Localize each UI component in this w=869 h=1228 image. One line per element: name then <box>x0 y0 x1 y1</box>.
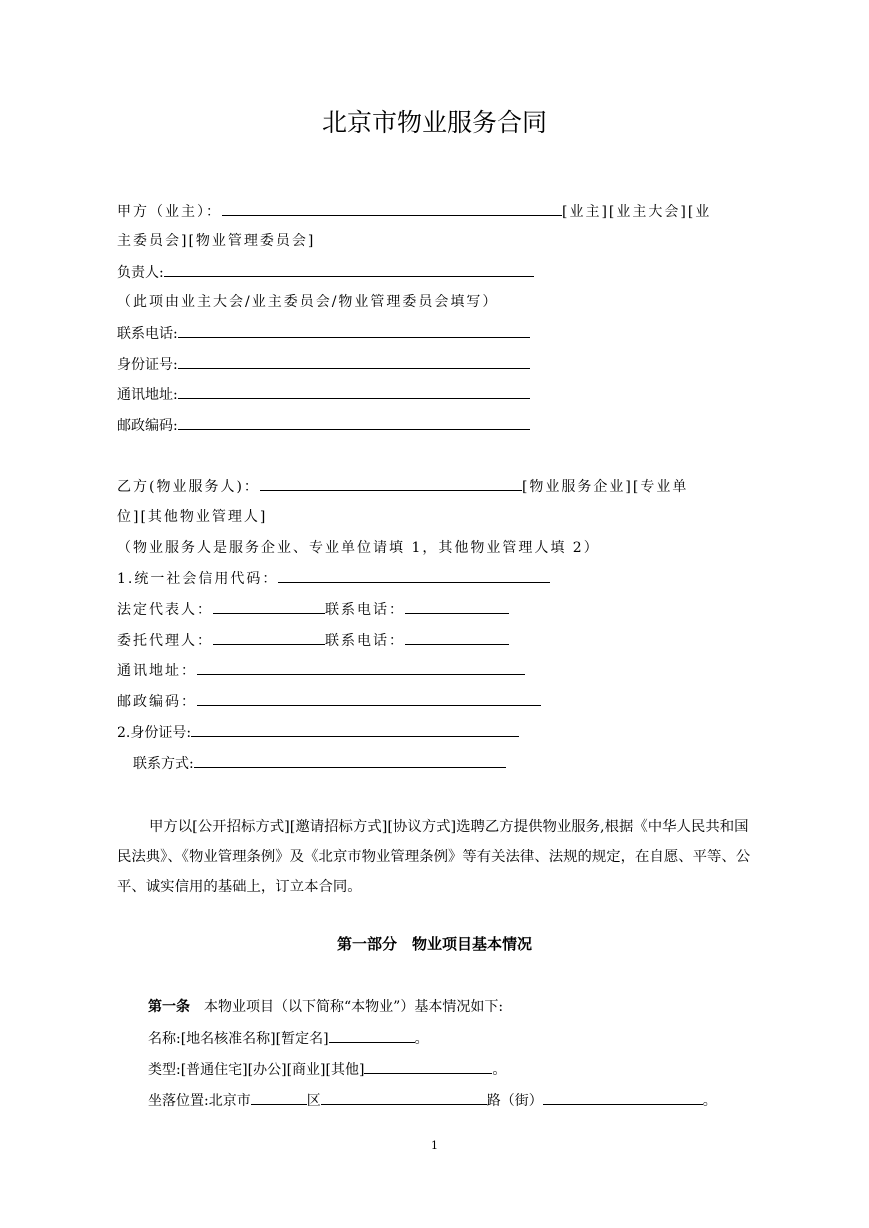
party-a-type-options-cont: 主委员会][物业管理委员会] <box>117 233 316 249</box>
party-b-id-blank[interactable] <box>191 721 519 737</box>
party-b-address-label: 通讯地址： <box>117 663 197 679</box>
party-b-type-options-cont: 位][其他物业管理人] <box>117 509 268 525</box>
document-title: 北京市物业服务合同 <box>321 108 547 137</box>
party-a-note: （此项由业主大会/业主委员会/物业管理委员会填写） <box>117 294 499 310</box>
article1-line <box>148 996 503 1018</box>
party-b-contact-line <box>133 752 506 774</box>
responsible-label: 负责人: <box>117 265 164 281</box>
party-a-address-blank[interactable] <box>178 383 530 399</box>
credit-code-line <box>117 567 550 589</box>
legal-rep-line <box>117 598 509 620</box>
road-blank[interactable] <box>543 1089 703 1105</box>
party-a-id-line <box>117 353 530 375</box>
legal-rep-blank[interactable] <box>213 598 325 614</box>
project-name-blank[interactable] <box>329 1027 415 1043</box>
party-a-name-blank[interactable] <box>222 200 562 216</box>
road-label: 路（街） <box>486 1093 543 1109</box>
project-type-blank[interactable] <box>364 1058 492 1074</box>
party-a-postcode-line <box>117 414 530 436</box>
project-type-text: 类型:[普通住宅][办公][商业][其他] <box>148 1062 365 1078</box>
project-name-end: 。 <box>414 1031 429 1047</box>
location-prefix: 坐落位置:北京市 <box>148 1093 251 1109</box>
city-blank[interactable] <box>251 1089 307 1105</box>
party-a-address-label: 通讯地址: <box>117 387 178 403</box>
party-a-line <box>117 200 711 222</box>
party-b-id-line <box>117 721 519 743</box>
project-type-end: 。 <box>492 1062 507 1078</box>
article1-label: 第一条 <box>148 999 190 1015</box>
party-b-name-blank[interactable] <box>260 475 522 491</box>
agent-label: 委托代理人： <box>117 633 213 649</box>
project-type-line <box>148 1058 506 1080</box>
responsible-blank[interactable] <box>164 261 534 277</box>
party-b-id-label: 2.身份证号: <box>117 725 192 741</box>
agent-line <box>117 629 509 651</box>
preamble-paragraph: 甲方以[公开招标方式][邀请招标方式][协议方式]选聘乙方提供物业服务,根据《中华人民共和国民法典》、《物业管理条例》及《北京市物业管理条例》等有关法律、法规的规定，在自愿、平等、公平、诚实信用的基础上，订立本合同。 <box>117 819 751 895</box>
party-b-label: 乙方(物业服务人)： <box>117 479 260 495</box>
credit-code-blank[interactable] <box>278 567 550 583</box>
party-a-postcode-blank[interactable] <box>178 414 530 430</box>
party-b-address-blank[interactable] <box>197 659 525 675</box>
party-a-id-blank[interactable] <box>178 353 530 369</box>
credit-code-label: 1.统一社会信用代码： <box>117 571 279 587</box>
party-a-phone-line <box>117 322 530 344</box>
party-b-type-options: [物业服务企业][专业单 <box>521 479 689 495</box>
agent-phone-blank[interactable] <box>405 629 509 645</box>
party-a-label: 甲方（业主）： <box>117 204 222 220</box>
party-b-postcode-line <box>117 690 541 712</box>
party-a-phone-blank[interactable] <box>178 322 530 338</box>
location-end: 。 <box>702 1093 717 1109</box>
district-blank[interactable] <box>321 1089 487 1105</box>
party-b-postcode-label: 邮政编码： <box>117 694 197 710</box>
party-b-contact-blank[interactable] <box>194 752 506 768</box>
party-b-address-line <box>117 659 525 681</box>
article1-text: 本物业项目（以下简称“本物业”）基本情况如下: <box>204 999 504 1015</box>
party-a-address-line <box>117 383 530 405</box>
legal-rep-phone-label: 联系电话： <box>325 602 405 618</box>
party-b-contact-label: 联系方式: <box>133 756 194 772</box>
agent-blank[interactable] <box>213 629 325 645</box>
party-a-type-options: [业主][业主大会][业 <box>562 204 712 220</box>
party-a-postcode-label: 邮政编码: <box>117 418 178 434</box>
project-name-line <box>148 1027 429 1049</box>
agent-phone-label: 联系电话： <box>325 633 405 649</box>
legal-rep-phone-blank[interactable] <box>405 598 509 614</box>
party-b-line <box>117 475 688 497</box>
party-a-responsible-line <box>117 261 534 283</box>
legal-rep-label: 法定代表人： <box>117 602 213 618</box>
page-number: 1 <box>431 1139 438 1152</box>
party-a-id-label: 身份证号: <box>117 357 178 373</box>
party-a-phone-label: 联系电话: <box>117 326 178 342</box>
district-label: 区 <box>306 1093 321 1109</box>
party-b-note: （物业服务人是服务企业、专业单位请填 1，其他物业管理人填 2） <box>117 540 600 556</box>
project-name-text: 名称:[地名核准名称][暂定名] <box>148 1031 329 1047</box>
part1-heading: 第一部分 物业项目基本情况 <box>336 935 532 953</box>
project-location-line <box>148 1089 717 1111</box>
party-b-postcode-blank[interactable] <box>197 690 541 706</box>
